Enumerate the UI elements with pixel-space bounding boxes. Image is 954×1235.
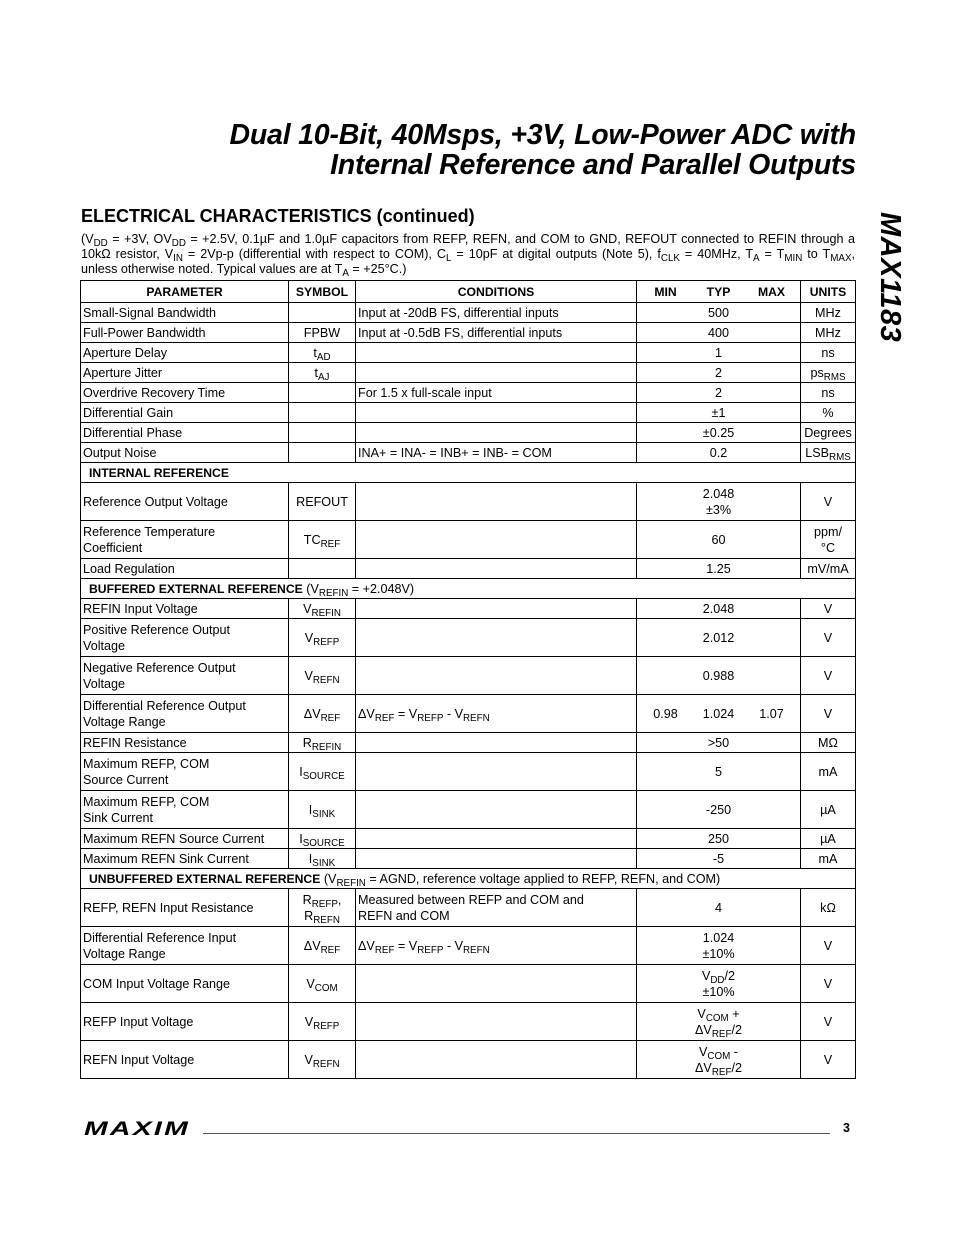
table-row (81, 927, 856, 965)
header-parameter: PARAMETER (81, 281, 289, 303)
table-row (81, 403, 856, 423)
typ-cell: >50 (637, 733, 801, 753)
conditions-cell (356, 1003, 637, 1041)
units-cell: µA (801, 791, 856, 829)
symbol-cell (289, 303, 356, 323)
conditions-cell (356, 483, 637, 521)
units-cell: MΩ (801, 733, 856, 753)
table-row (81, 483, 856, 521)
conditions-cell (356, 753, 637, 791)
units-cell: mA (801, 753, 856, 791)
typ-cell: 0.2 (637, 443, 801, 463)
conditions-cell (356, 521, 637, 559)
conditions-cell (356, 403, 637, 423)
param-cell: Maximum REFP, COM Sink Current (81, 791, 289, 829)
symbol-cell: $I_{SINK}$ (289, 849, 356, 869)
symbol-cell: $R_{REFIN}$ (289, 733, 356, 753)
typ-cell: 2.012 (637, 619, 801, 657)
page-number: 3 (843, 1121, 850, 1135)
table-row (81, 619, 856, 657)
param-cell: Differential Reference Input Voltage Range (81, 927, 289, 965)
table-row (81, 657, 856, 695)
symbol-cell (289, 559, 356, 579)
param-cell: Output Noise (81, 443, 289, 463)
conditions-cell: INA+ = INA- = INB+ = INB- = COM (356, 443, 637, 463)
typ-cell: 500 (637, 303, 801, 323)
symbol-cell (289, 383, 356, 403)
param-cell: Full-Power Bandwidth (81, 323, 289, 343)
param-cell: REFN Input Voltage (81, 1041, 289, 1079)
symbol-cell: $V_{REFP}$ (289, 619, 356, 657)
min-typ-max-cell: 0.98 1.024 1.07 (637, 695, 801, 733)
units-cell: V (801, 695, 856, 733)
typ-cell: -250 (637, 791, 801, 829)
units-cell: ns (801, 383, 856, 403)
header-symbol: SYMBOL (289, 281, 356, 303)
typ-cell: 1.25 (637, 559, 801, 579)
units-cell: $ps_{RMS}$ (801, 363, 856, 383)
param-cell: Negative Reference Output Voltage (81, 657, 289, 695)
typ-cell: 5 (637, 753, 801, 791)
section-row-buffered-reference: BUFFERED EXTERNAL REFERENCE $(V_{REFIN} = +2.048V)$ (81, 579, 856, 599)
symbol-cell: $R_{REFP}$, $R_{REFN}$ (289, 889, 356, 927)
typ-cell: ±1 (637, 403, 801, 423)
typ-cell: $V_{COM}$ + $\Delta V_{REF}/2$ (637, 1003, 801, 1041)
table-row (81, 733, 856, 753)
header-units: UNITS (801, 281, 856, 303)
symbol-cell: REFOUT (289, 483, 356, 521)
units-cell: V (801, 1041, 856, 1079)
conditions-cell: For 1.5 x full-scale input (356, 383, 637, 403)
conditions-cell (356, 849, 637, 869)
conditions-cell: $\Delta V_{REF} = V_{REFP} - V_{REFN}$ (356, 695, 637, 733)
units-cell: mA (801, 849, 856, 869)
conditions-cell (356, 829, 637, 849)
document-title (60, 120, 856, 180)
section-heading: ELECTRICAL CHARACTERISTICS (continued) (81, 206, 475, 226)
param-cell: Differential Phase (81, 423, 289, 443)
test-conditions: ($V_{DD} = +3V$, $OV_{DD} = +2.5V$, 0.1µF and 1.0µF capacitors from REFP, REFN, and COM to GND, REFOUT connected to REFIN through a 10kΩ resistor, $V_{IN} = 2Vp-p$ (differential with respect to COM), $C_L = 10pF$ at digital outputs (Note 5), $f_{CLK} = 40MHz$, $T_A = T_{MIN}$ to $T_{MAX}$, unless otherwise noted. Typical values are at $T_A = +25^\circ C$.) (81, 232, 855, 279)
conditions-cell (356, 423, 637, 443)
units-cell: MHz (801, 303, 856, 323)
param-cell: Small-Signal Bandwidth (81, 303, 289, 323)
table-row (81, 343, 856, 363)
conditions-cell: Measured between REFP and COM and REFN and COM (356, 889, 637, 927)
table-row (81, 829, 856, 849)
typ-cell: 2 (637, 363, 801, 383)
param-cell: Load Regulation (81, 559, 289, 579)
typ-cell: 2.048 ±3% (637, 483, 801, 521)
table-row (81, 965, 856, 1003)
table-row (81, 521, 856, 559)
conditions-cell (356, 965, 637, 1003)
typ-cell: $V_{DD}/2$ ±10% (637, 965, 801, 1003)
param-cell: Maximum REFN Sink Current (81, 849, 289, 869)
param-cell: Reference Output Voltage (81, 483, 289, 521)
footer-rule (203, 1133, 830, 1134)
units-cell: V (801, 927, 856, 965)
conditions-cell (356, 619, 637, 657)
typ-cell: 250 (637, 829, 801, 849)
param-cell: REFP, REFN Input Resistance (81, 889, 289, 927)
param-cell: REFIN Resistance (81, 733, 289, 753)
units-cell: mV/mA (801, 559, 856, 579)
table-row (81, 889, 856, 927)
param-cell: Differential Reference Output Voltage Range (81, 695, 289, 733)
param-cell: Positive Reference Output Voltage (81, 619, 289, 657)
table-row (81, 753, 856, 791)
table-row (81, 363, 856, 383)
units-cell: V (801, 483, 856, 521)
symbol-cell: $V_{REFN}$ (289, 657, 356, 695)
typ-cell: 4 (637, 889, 801, 927)
units-cell: % (801, 403, 856, 423)
symbol-cell (289, 403, 356, 423)
symbol-cell: $\Delta V_{REF}$ (289, 927, 356, 965)
typ-cell: 2.048 (637, 599, 801, 619)
typ-cell: 1.024 ±10% (637, 927, 801, 965)
symbol-cell: FPBW (289, 323, 356, 343)
symbol-cell: $V_{REFIN}$ (289, 599, 356, 619)
maxim-logo (84, 1120, 192, 1143)
table-row (81, 695, 856, 733)
typ-cell: 1 (637, 343, 801, 363)
param-cell: Aperture Jitter (81, 363, 289, 383)
units-cell: $LSB_{RMS}$ (801, 443, 856, 463)
conditions-cell (356, 791, 637, 829)
param-cell: Maximum REFP, COM Source Current (81, 753, 289, 791)
conditions-cell (356, 1041, 637, 1079)
table-row (81, 1003, 856, 1041)
conditions-cell (356, 733, 637, 753)
param-cell: Aperture Delay (81, 343, 289, 363)
table-row (81, 1041, 856, 1079)
param-cell: Maximum REFN Source Current (81, 829, 289, 849)
param-cell: COM Input Voltage Range (81, 965, 289, 1003)
table-row (81, 849, 856, 869)
units-cell: ppm/ °C (801, 521, 856, 559)
typ-cell: -5 (637, 849, 801, 869)
symbol-cell: $I_{SINK}$ (289, 791, 356, 829)
symbol-cell: $V_{COM}$ (289, 965, 356, 1003)
conditions-cell (356, 363, 637, 383)
param-cell: REFIN Input Voltage (81, 599, 289, 619)
param-cell: Differential Gain (81, 403, 289, 423)
param-cell: Reference Temperature Coefficient (81, 521, 289, 559)
units-cell: kΩ (801, 889, 856, 927)
table-row (81, 303, 856, 323)
conditions-cell: $\Delta V_{REF} = V_{REFP} - V_{REFN}$ (356, 927, 637, 965)
table-row (81, 791, 856, 829)
units-cell: V (801, 619, 856, 657)
title-line-2: Internal Reference and Parallel Outputs (330, 149, 856, 181)
symbol-cell: $t_{AJ}$ (289, 363, 356, 383)
param-cell: REFP Input Voltage (81, 1003, 289, 1041)
units-cell: Degrees (801, 423, 856, 443)
table-header-row (81, 281, 856, 303)
conditions-cell (356, 559, 637, 579)
side-part-number: MAX1183 (874, 212, 906, 343)
conditions-cell (356, 657, 637, 695)
units-cell: V (801, 599, 856, 619)
units-cell: ns (801, 343, 856, 363)
units-cell: MHz (801, 323, 856, 343)
symbol-cell: $\Delta V_{REF}$ (289, 695, 356, 733)
symbol-cell: $TC_{REF}$ (289, 521, 356, 559)
table-row (81, 559, 856, 579)
conditions-cell: Input at -20dB FS, differential inputs (356, 303, 637, 323)
table-row (81, 383, 856, 403)
typ-cell: ±0.25 (637, 423, 801, 443)
table-row (81, 323, 856, 343)
section-row-unbuffered-reference: UNBUFFERED EXTERNAL REFERENCE ($V_{REFIN}$ = AGND, reference voltage applied to REFP, REFN, and COM) (81, 869, 856, 889)
symbol-cell: $V_{REFN}$ (289, 1041, 356, 1079)
typ-cell: 2 (637, 383, 801, 403)
table-row (81, 423, 856, 443)
conditions-cell: Input at -0.5dB FS, differential inputs (356, 323, 637, 343)
symbol-cell: $V_{REFP}$ (289, 1003, 356, 1041)
table-row (81, 443, 856, 463)
table-row (81, 599, 856, 619)
symbol-cell: $t_{AD}$ (289, 343, 356, 363)
symbol-cell (289, 423, 356, 443)
header-conditions: CONDITIONS (356, 281, 637, 303)
title-line-1: Dual 10-Bit, 40Msps, +3V, Low-Power ADC with (229, 119, 856, 151)
units-cell: V (801, 965, 856, 1003)
typ-cell: 60 (637, 521, 801, 559)
units-cell: V (801, 1003, 856, 1041)
svg-text:MAXIM: MAXIM (84, 1120, 190, 1138)
typ-cell: 0.988 (637, 657, 801, 695)
symbol-cell: $I_{SOURCE}$ (289, 829, 356, 849)
symbol-cell (289, 443, 356, 463)
param-cell: Overdrive Recovery Time (81, 383, 289, 403)
symbol-cell: $I_{SOURCE}$ (289, 753, 356, 791)
typ-cell: $V_{COM}$ - $\Delta V_{REF}/2$ (637, 1041, 801, 1079)
header-min-typ-max: MIN TYP MAX (637, 281, 801, 303)
conditions-cell (356, 343, 637, 363)
units-cell: µA (801, 829, 856, 849)
electrical-characteristics-table (80, 280, 856, 1079)
typ-cell: 400 (637, 323, 801, 343)
conditions-cell (356, 599, 637, 619)
units-cell: V (801, 657, 856, 695)
section-row-internal-reference: INTERNAL REFERENCE (81, 463, 856, 483)
